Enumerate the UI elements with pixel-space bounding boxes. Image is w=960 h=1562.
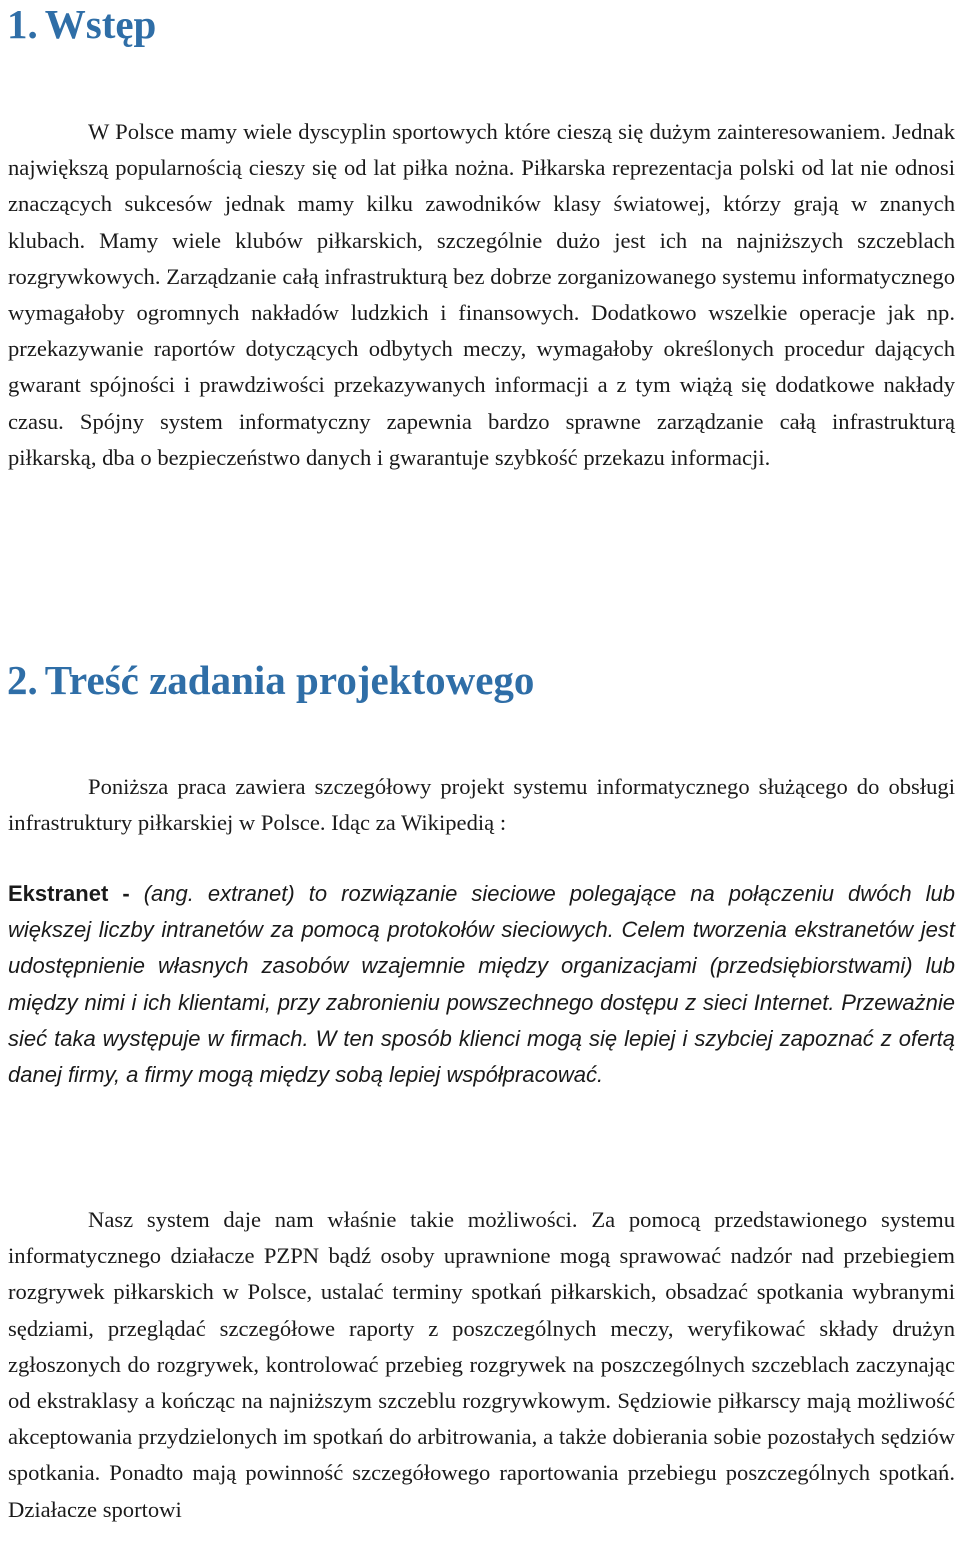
quote-term: Ekstranet — [8, 881, 109, 906]
section-2-intro-text: Poniższa praca zawiera szczegółowy projekt systemu informatycznego służącego do obsługi infrastruktury piłkarskiej w Polsce. Idąc za Wikipedią : — [8, 774, 955, 836]
section-1-number: 1. — [7, 1, 38, 47]
quote-dash: - — [108, 881, 144, 906]
section-2-heading — [7, 657, 535, 703]
section-1-heading — [7, 1, 157, 47]
quote-definition: (ang. extranet) to rozwiązanie sieciowe polegające na połączeniu dwóch lub większej liczby intranetów za pomocą protokołów sieciowych. Celem tworzenia ekstranetów jest udostępnienie własnych zasobów wzajemnie między organizacjami (przedsiębiorstwami) lub między nimi i ich klientami, przy zabronieniu powszechnego dostępu z sieci Internet. Przeważnie sieć taka występuje w firmach. W ten sposób klienci mogą się lepiej i szybciej zapoznać z ofertą danej firmy, a firmy mogą między sobą lepiej współpracować. — [8, 881, 955, 1088]
section-2-paragraph-text: Nasz system daje nam właśnie takie możliwości. Za pomocą przedstawionego systemu informatycznego działacze PZPN bądź osoby uprawnione mogą sprawować nadzór nad przebiegiem rozgrywek piłkarskich w Polsce, ustalać terminy spotkań piłkarskich, obsadzać spotkania wybranymi sędziami, przeglądać szczegółowe raporty z poszczególnych meczy, weryfikować składy drużyn zgłoszonych do rozgrywek, kontrolować przebieg rozgrywek na poszczególnych szczeblach zaczynając od ekstraklasy a kończąc na najniższym szczeblu rozgrywkowym. Sędziowie piłkarscy mają możliwość akceptowania przydzielonych im spotkań do arbitrowania, a także dobierania sobie pozostałych sędziów spotkania. Ponadto mają powinność szczegółowego raportowania przebiegu poszczególnych spotkań. Działacze sportowi — [8, 1207, 955, 1522]
wikipedia-quote — [8, 876, 955, 1093]
section-2-paragraph — [8, 1202, 955, 1528]
section-2-intro — [8, 769, 955, 841]
section-2-number: 2. — [7, 657, 38, 703]
section-1-paragraph — [8, 114, 955, 476]
section-2-title: Treść zadania projektowego — [44, 657, 535, 703]
section-1-title: Wstęp — [44, 1, 157, 47]
section-1-paragraph-text: W Polsce mamy wiele dyscyplin sportowych które cieszą się dużym zainteresowaniem. Jednak największą popularnością cieszy się od lat piłka nożna. Piłkarska reprezentacja polski od lat nie odnosi znaczących sukcesów jednak mamy kilku zawodników klasy światowej, którzy grają w znanych klubach. Mamy wiele klubów piłkarskich, szczególnie dużo jest ich na najniższych szczeblach rozgrywkowych. Zarządzanie całą infrastrukturą bez dobrze zorganizowanego systemu informatycznego wymagałoby ogromnych nakładów ludzkich i finansowych. Dodatkowo wszelkie operacje jak np. przekazywanie raportów dotyczących odbytych meczy, wymagałoby określonych procedur dających gwarant spójności i prawdziwości przekazywanych informacji a z tym wiążą się dodatkowe nakłady czasu. Spójny system informatyczny zapewnia bardzo sprawne zarządzanie całą infrastrukturą piłkarską, dba o bezpieczeństwo danych i gwarantuje szybkość przekazu informacji. — [8, 119, 955, 470]
